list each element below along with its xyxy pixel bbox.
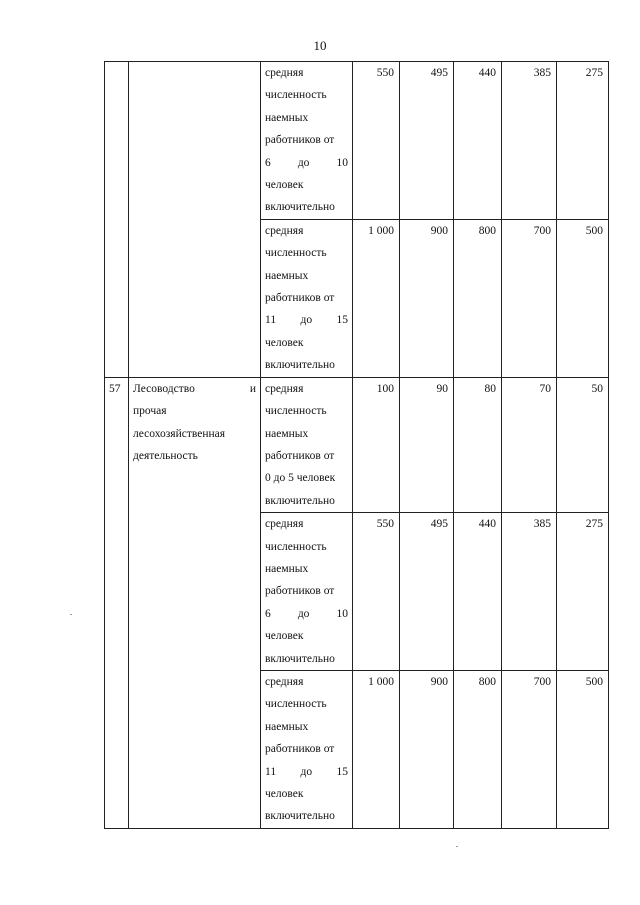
criterion-line: численность bbox=[265, 247, 327, 260]
activity-line: деятельность bbox=[133, 449, 198, 462]
criterion-line: наемных bbox=[265, 269, 309, 282]
criterion-cell bbox=[261, 377, 353, 512]
value-cell: 495 bbox=[400, 62, 454, 220]
row-index-cell: 57 bbox=[105, 377, 129, 828]
value-cell: 700 bbox=[502, 670, 557, 828]
criterion-line: человек bbox=[265, 788, 304, 800]
value-cell: 70 bbox=[502, 377, 557, 512]
criterion-line: 11 до 15 bbox=[265, 314, 348, 327]
value-cell: 440 bbox=[454, 62, 502, 220]
criterion-line: включительно bbox=[265, 652, 335, 665]
criterion-cell bbox=[261, 219, 353, 377]
value-cell: 900 bbox=[400, 670, 454, 828]
criterion-line: человек bbox=[265, 630, 304, 643]
value-cell: 495 bbox=[400, 513, 454, 671]
value-cell: 500 bbox=[557, 219, 609, 377]
value-cell: 900 bbox=[400, 219, 454, 377]
table-row bbox=[105, 62, 609, 220]
value-cell: 440 bbox=[454, 513, 502, 671]
criterion-line: 6 до 10 bbox=[265, 607, 348, 620]
criterion-line: численность bbox=[265, 698, 327, 711]
value-cell: 550 bbox=[353, 62, 400, 220]
value-cell: 90 bbox=[400, 377, 454, 512]
criterion-line: наемных bbox=[265, 427, 309, 440]
criterion-line: средняя bbox=[265, 518, 304, 531]
criterion-line: работников от bbox=[265, 292, 335, 305]
criterion-line: включительно bbox=[265, 810, 335, 823]
criterion-line: включительно bbox=[265, 201, 335, 214]
value-cell: 800 bbox=[454, 670, 502, 828]
table-row bbox=[105, 377, 609, 512]
criterion-line: 6 до 10 bbox=[265, 156, 348, 169]
activity-cell bbox=[129, 377, 261, 828]
criterion-line: численность bbox=[265, 89, 327, 102]
criterion-line: численность bbox=[265, 405, 327, 418]
criterion-line: работников от bbox=[265, 134, 335, 147]
value-cell: 80 bbox=[454, 377, 502, 512]
value-cell: 800 bbox=[454, 219, 502, 377]
criterion-line: наемных bbox=[265, 111, 309, 124]
value-cell: 550 bbox=[353, 513, 400, 671]
criterion-line: работников от bbox=[265, 585, 335, 598]
criterion-line: численность bbox=[265, 540, 327, 553]
value-cell: 500 bbox=[557, 670, 609, 828]
criterion-line: включительно bbox=[265, 494, 335, 507]
page-number: 10 bbox=[313, 38, 327, 53]
criterion-line: человек bbox=[265, 336, 304, 349]
value-cell: 1 000 bbox=[353, 670, 400, 828]
criterion-line: средняя bbox=[265, 382, 304, 395]
value-cell: 275 bbox=[557, 62, 609, 220]
criterion-cell bbox=[261, 62, 353, 220]
scan-speck bbox=[70, 614, 72, 615]
activity-line: прочая bbox=[133, 405, 167, 418]
row-index-cell bbox=[105, 62, 129, 378]
criterion-line: работников от bbox=[265, 449, 335, 462]
criterion-line: 0 до 5 человек bbox=[265, 472, 336, 485]
value-cell: 275 bbox=[557, 513, 609, 671]
value-cell: 100 bbox=[353, 377, 400, 512]
criterion-line: средняя bbox=[265, 67, 304, 79]
criterion-line: средняя bbox=[265, 224, 304, 237]
activity-cell bbox=[129, 62, 261, 378]
criterion-cell bbox=[261, 670, 353, 828]
criterion-line: человек bbox=[265, 179, 304, 192]
scan-speck bbox=[456, 846, 458, 847]
criterion-line: наемных bbox=[265, 562, 309, 575]
value-cell: 385 bbox=[502, 513, 557, 671]
value-cell: 700 bbox=[502, 219, 557, 377]
activity-line: лесохозяйственная bbox=[133, 427, 226, 440]
criterion-line: 11 до 15 bbox=[265, 765, 348, 778]
criterion-line: средняя bbox=[265, 675, 304, 688]
criterion-cell bbox=[261, 513, 353, 671]
data-table bbox=[104, 61, 609, 829]
activity-line: Лесоводство и bbox=[133, 382, 256, 395]
criterion-line: работников от bbox=[265, 743, 335, 756]
criterion-line: наемных bbox=[265, 720, 309, 733]
value-cell: 1 000 bbox=[353, 219, 400, 377]
criterion-line: включительно bbox=[265, 359, 335, 372]
value-cell: 50 bbox=[557, 377, 609, 512]
value-cell: 385 bbox=[502, 62, 557, 220]
